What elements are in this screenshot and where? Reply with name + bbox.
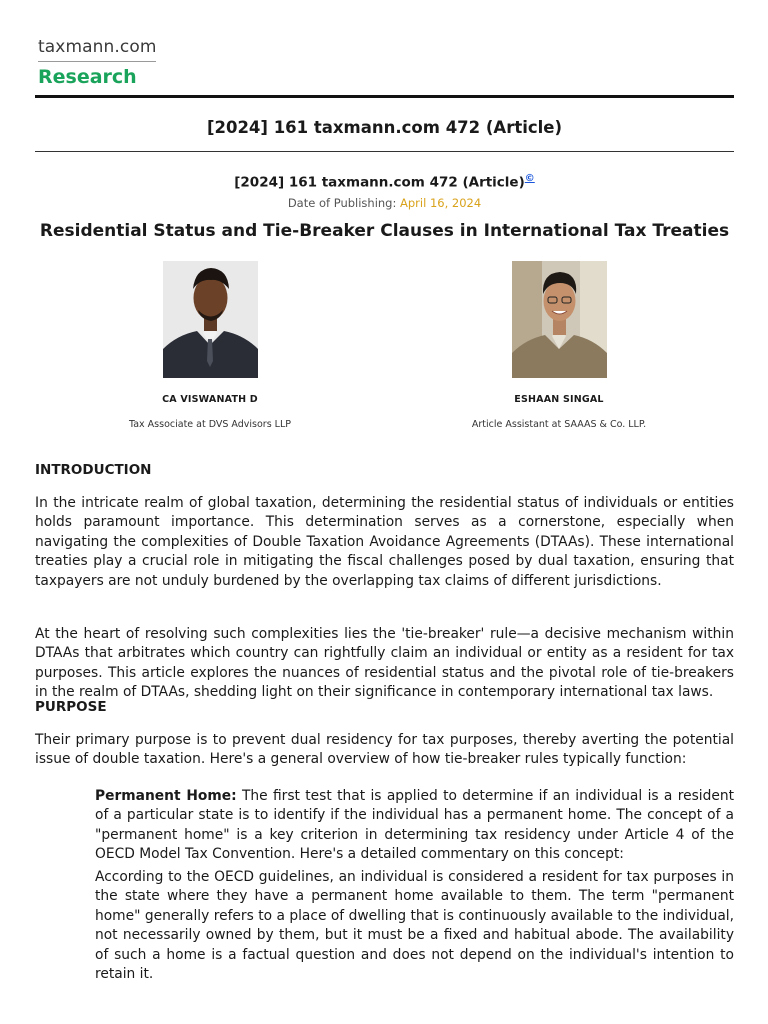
introduction-paragraph-1: In the intricate realm of global taxation, determining the residential status of individuals or entities holds paramount importance. This determination serves as a cornerstone, especially when navigating the complexities of Double Taxation Avoidance Agreements (DTAAs). These international treaties play a crucial role in mitigating the fiscal challenges posed by dual taxation, ensuring that taxpayers are not unduly burdened by the overlapping tax claims of different jurisdictions. bbox=[35, 495, 734, 589]
permanent-home-paragraph bbox=[95, 787, 734, 865]
publishing-date-label: Date of Publishing: bbox=[287, 196, 401, 210]
publishing-date-value: April 16, 2024 bbox=[400, 196, 482, 210]
purpose-heading: PURPOSE bbox=[35, 699, 107, 715]
author-role: Tax Associate at DVS Advisors LLP bbox=[128, 419, 291, 430]
citation-text: [2024] 161 taxmann.com 472 (Article) bbox=[234, 174, 525, 191]
logo-wordmark: taxmann.com bbox=[38, 37, 157, 57]
publishing-date-line bbox=[35, 196, 734, 210]
logo-divider bbox=[38, 61, 156, 62]
author-photo bbox=[512, 261, 607, 378]
author-role: Article Assistant at SAAAS & Co. LLP. bbox=[471, 419, 647, 430]
header-rule-top bbox=[35, 95, 734, 98]
purpose-paragraph-1: Their primary purpose is to prevent dual residency for tax purposes, thereby averting the potential issue of double taxation. Here's a general overview of how tie-breaker rules typically function: bbox=[35, 732, 734, 768]
introduction-heading: INTRODUCTION bbox=[35, 462, 152, 478]
author-photo bbox=[163, 261, 258, 378]
article-title: Residential Status and Tie-Breaker Clauses in International Tax Treaties bbox=[39, 221, 730, 241]
taxmann-research-logo[interactable] bbox=[38, 37, 158, 89]
author-card bbox=[429, 261, 689, 430]
permanent-home-label: Permanent Home: bbox=[95, 788, 237, 804]
citation-line bbox=[35, 173, 734, 191]
oecd-guidelines-paragraph: According to the OECD guidelines, an individual is considered a resident for tax purposes in the state where they have a permanent home available to them. The term "permanent home" generally refers to a place of dwelling that is continuously available to the individual, not necessarily owned by them, but it must be a fixed and habitual abode. The availability of such a home is a factual question and does not depend on the individual's intention to retain it. bbox=[95, 869, 734, 983]
permanent-home-text: The first test that is applied to determine if an individual is a resident of a particular state is to identify if the individual has a permanent home. The concept of a "permanent home" is a key criterion in determining tax residency under Article 4 of the OECD Model Tax Convention. Here's a detailed commentary on this concept: bbox=[95, 788, 735, 863]
logo-research-label: Research bbox=[38, 66, 137, 88]
header-citation-title: [2024] 161 taxmann.com 472 (Article) bbox=[206, 118, 563, 137]
header-rule-bottom bbox=[35, 151, 734, 152]
author-name: CA VISWANATH D bbox=[162, 394, 258, 405]
author-name: ESHAAN SINGAL bbox=[514, 394, 604, 405]
introduction-paragraph-2: At the heart of resolving such complexities lies the 'tie-breaker' rule—a decisive mechanism within DTAAs that arbitrates which country can rightfully claim an individual or entity as a resident for tax purposes. This article explores the nuances of residential status and the pivotal role of tie-breakers in the realm of DTAAs, shedding light on their significance in contemporary international tax laws. bbox=[35, 626, 734, 701]
copyright-link[interactable]: © bbox=[524, 173, 535, 184]
author-card bbox=[80, 261, 340, 430]
